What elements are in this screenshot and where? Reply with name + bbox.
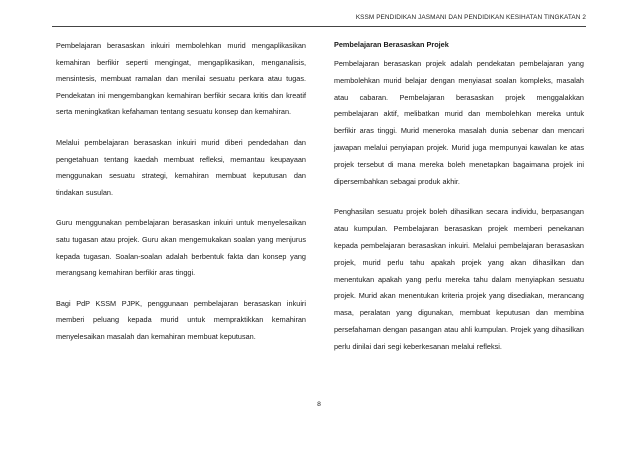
paragraph-project-intro: Pembelajaran berasaskan projek adalah pendekatan pembelajaran yang membolehkan murid belajar dengan menyiasat soalan kompleks, masalah atau cabaran. Pembelajaran berasaskan projek menggalakkan pembelajaran aktif, melibatkan murid dan membolehkan mereka untuk berfikir aras tinggi. Murid meneroka masalah dunia sebenar dan mencari jawapan melalui penyiapan projek. Murid juga mempunyai kawalan ke atas projek tersebut di mana mereka boleh menetapkan bagaimana projek ini dipersembahkan sebagai produk akhir. bbox=[334, 59, 584, 186]
paragraph-project-production: Penghasilan sesuatu projek boleh dihasilkan secara individu, berpasangan atau kumpulan. Pembelajaran berasaskan projek memberi penekanan kepada pembelajaran berasaskan inkuiri. Melalui pembelajaran berasaskan projek, murid perlu tahu apakah projek yang akan dihasilkan dan menentukan apakah yang perlu mereka tahu dalam menyiapkan sesuatu projek. Murid akan menentukan kriteria projek yang disediakan, merancang masa, peralatan yang digunakan, membuat keputusan dan membina persefahaman dengan pasangan atau ahli kumpulan. Projek yang dihasilkan perlu dinilai dari segi keberkesanan melalui refleksi. bbox=[334, 207, 584, 351]
paragraph-inquiry-pdp: Bagi PdP KSSM PJPK, penggunaan pembelajaran berasaskan inkuiri memberi peluang kepada murid untuk mempraktikkan kemahiran menyelesaikan masalah dan kemahiran membuat keputusan. bbox=[56, 298, 306, 341]
running-header: KSSM PENDIDIKAN JASMANI DAN PENDIDIKAN KESIHATAN TINGKATAN 2 bbox=[355, 14, 586, 21]
left-column bbox=[56, 38, 306, 360]
right-column bbox=[334, 38, 584, 370]
page-number: 8 bbox=[317, 401, 321, 408]
section-heading-project: Pembelajaran Berasaskan Projek bbox=[334, 40, 449, 49]
paragraph-inquiry-reflection: Melalui pembelajaran berasaskan inkuiri murid diberi pendedahan dan pengetahuan tentang kaedah membuat refleksi, memantau keupayaan menggunakan sesuatu strategi, kemahiran membuat keputusan dan tindakan susulan. bbox=[56, 137, 306, 197]
header-divider bbox=[52, 26, 586, 27]
paragraph-inquiry-teacher: Guru menggunakan pembelajaran berasaskan inkuiri untuk menyelesaikan satu tugasan atau projek. Guru akan mengemukakan soalan yang menjurus kepada tugasan. Soalan-soalan adalah berbentuk fakta dan konsep yang merangsang kemahiran berfikir aras tinggi. bbox=[56, 218, 306, 278]
paragraph-inquiry-intro: Pembelajaran berasaskan inkuiri membolehkan murid mengaplikasikan kemahiran berfikir seperti mengingat, mengaplikasikan, menganalisis, mensintesis, membuat ramalan dan menilai sesuatu perkara atau tugas. Pendekatan ini mengembangkan kemahiran berfikir secara kritis dan kreatif serta meningkatkan kefahaman tentang sesuatu konsep dan kemahiran. bbox=[56, 41, 306, 117]
